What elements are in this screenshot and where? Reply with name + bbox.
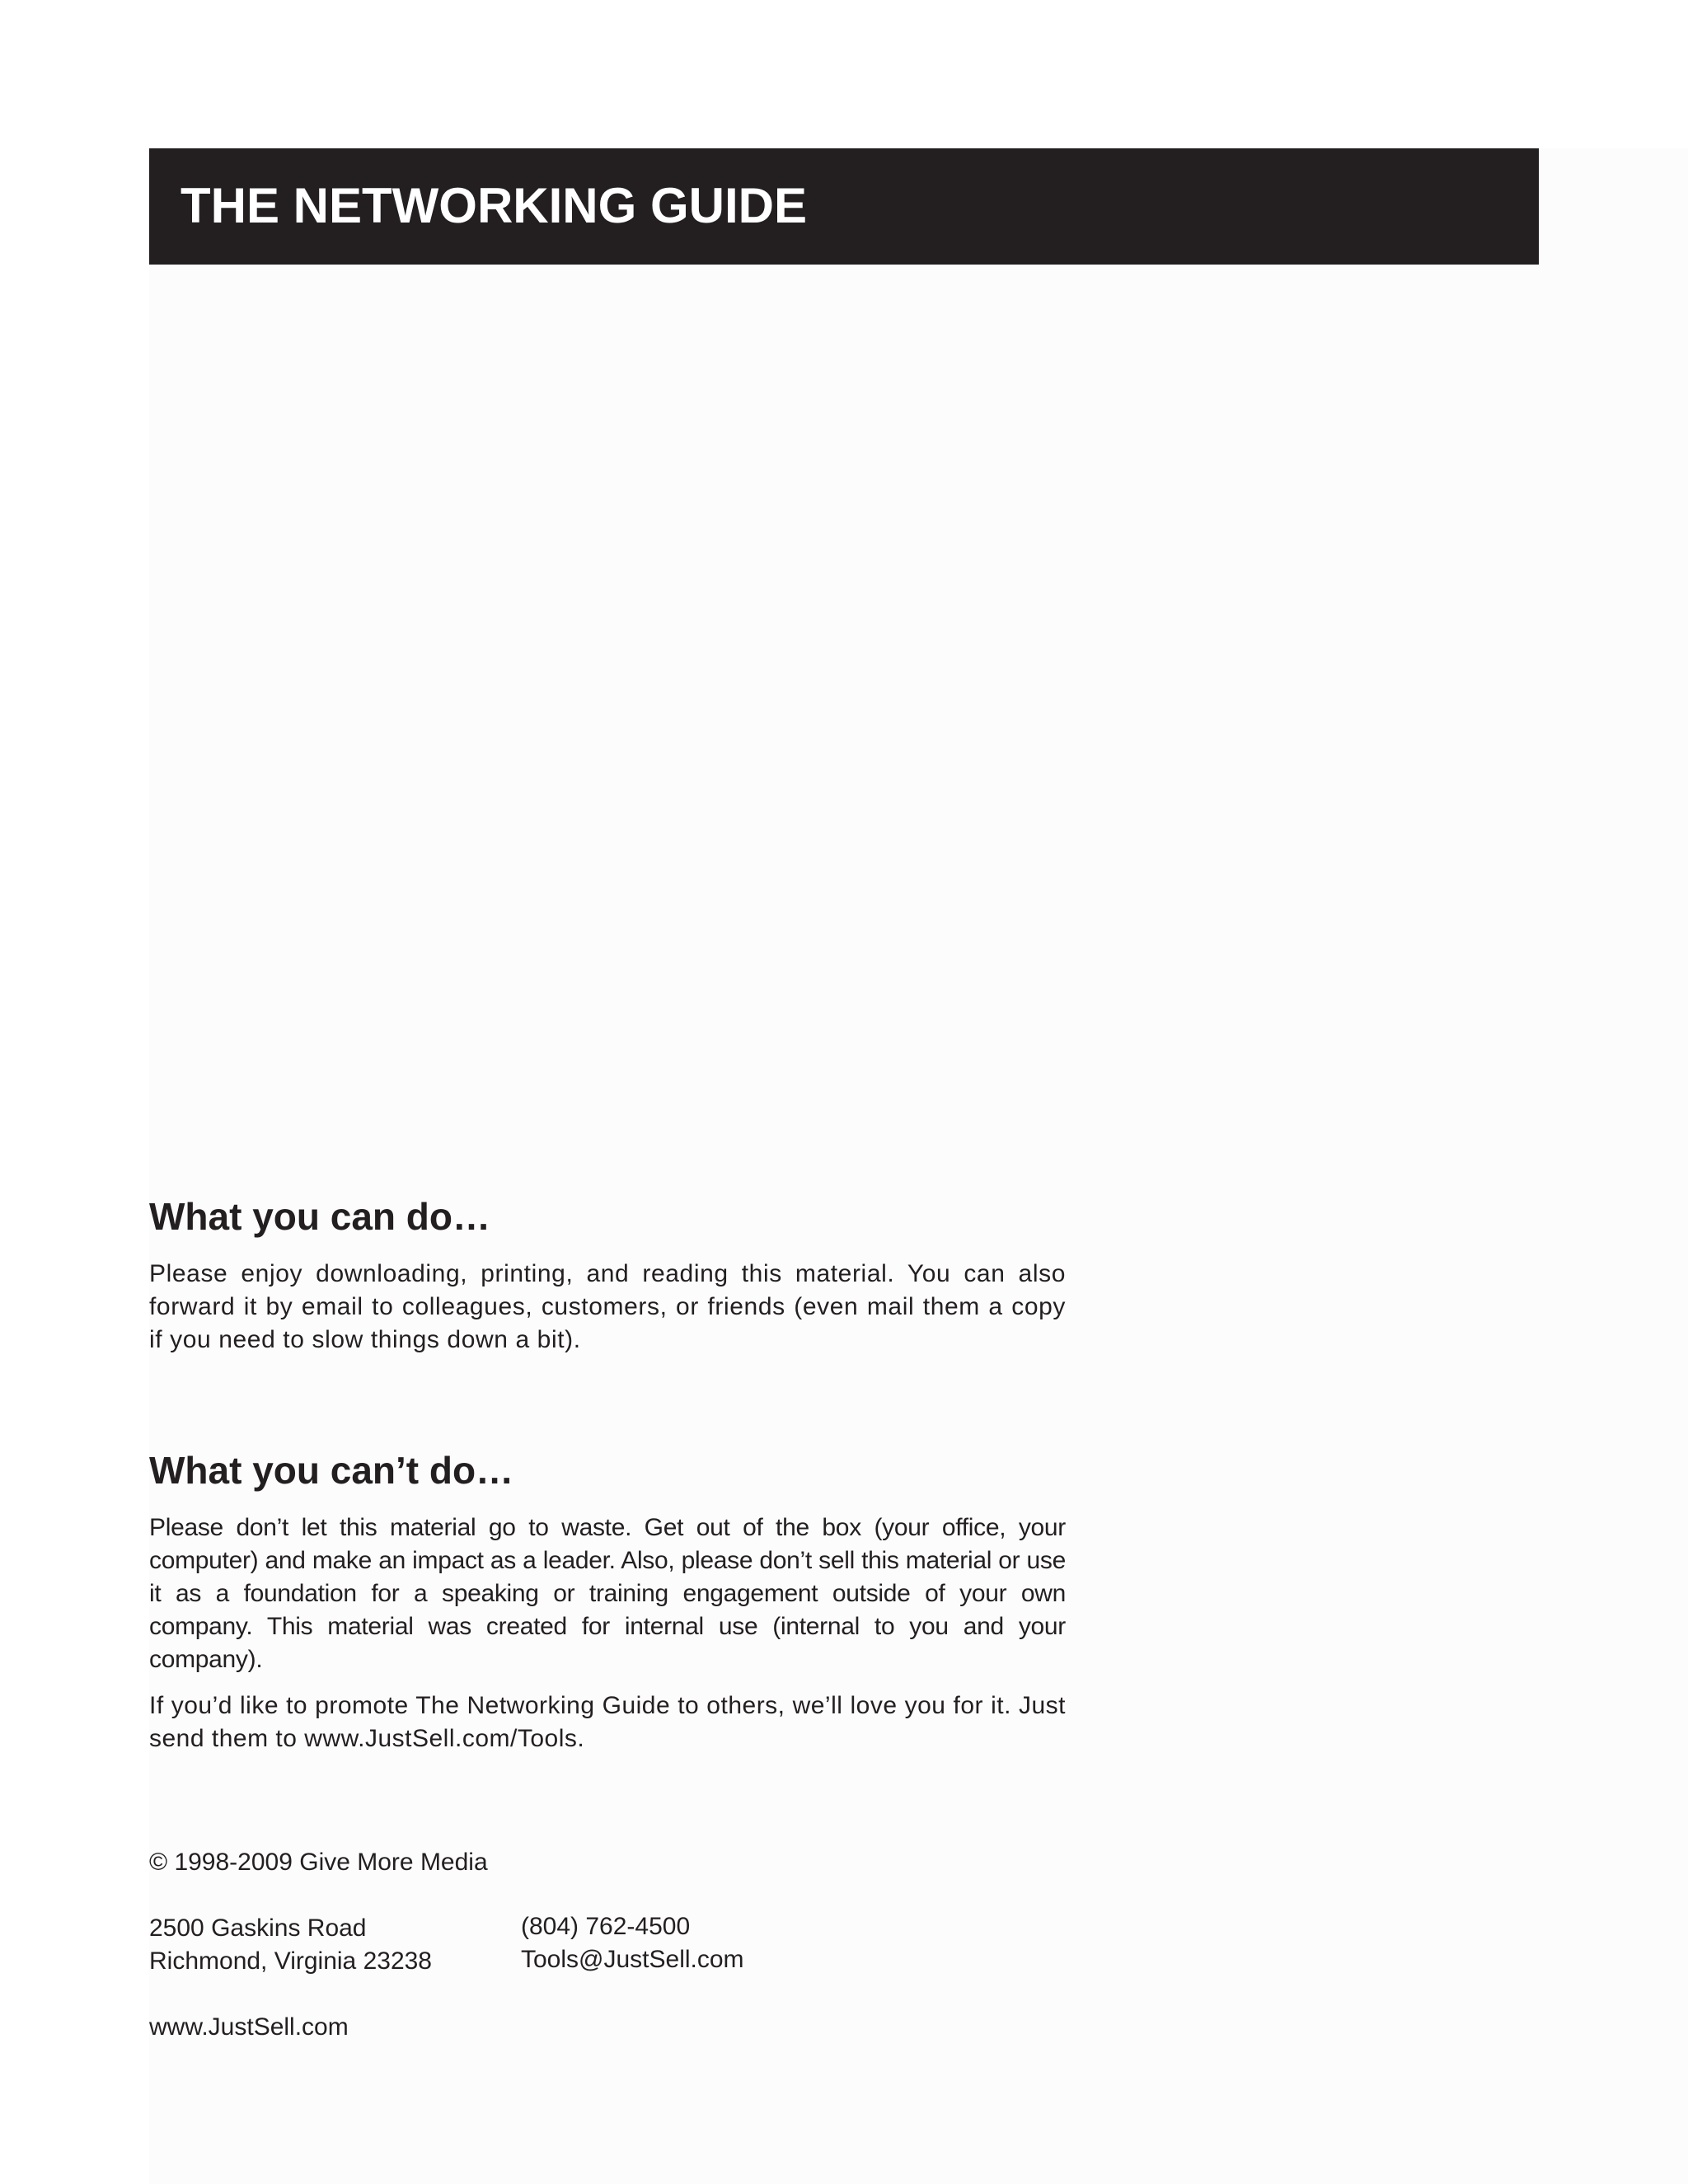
email-link[interactable]: Tools@JustSell.com: [521, 1946, 744, 1973]
promo-paragraph: If you’d like to promote The Networking Guide to others, we’ll love you for it. Just send them to www.JustSell.com/Tools.: [149, 1692, 1066, 1752]
cant-do-body: Please don’t let this material go to waste. Get out of the box (your office, your computer) and make an impact as a leader. Also, please don’t sell this material or use it as a foundation for a speaking or training engagement outside of your own company. This material was created for internal use (internal to you and your company).: [149, 1514, 1066, 1673]
page-title: THE NETWORKING GUIDE: [181, 178, 807, 233]
cant-do-heading: What you can’t do…: [149, 1449, 514, 1492]
address-street: 2500 Gaskins Road: [149, 1915, 367, 1942]
copyright-notice: © 1998-2009 Give More Media: [149, 1849, 488, 1876]
can-do-heading: What you can do…: [149, 1195, 490, 1238]
address-city: Richmond, Virginia 23238: [149, 1947, 432, 1975]
can-do-body: Please enjoy downloading, printing, and reading this material. You can also forward it by email to colleagues, customers, or friends (even mail them a copy if you need to slow things down a bit).: [149, 1260, 1066, 1353]
website-link[interactable]: www.JustSell.com: [149, 2013, 349, 2041]
title-banner: [149, 148, 1539, 265]
phone-number: (804) 762-4500: [521, 1913, 691, 1940]
can-do-section: [149, 1193, 1066, 1357]
cant-do-section: [149, 1447, 1066, 1676]
